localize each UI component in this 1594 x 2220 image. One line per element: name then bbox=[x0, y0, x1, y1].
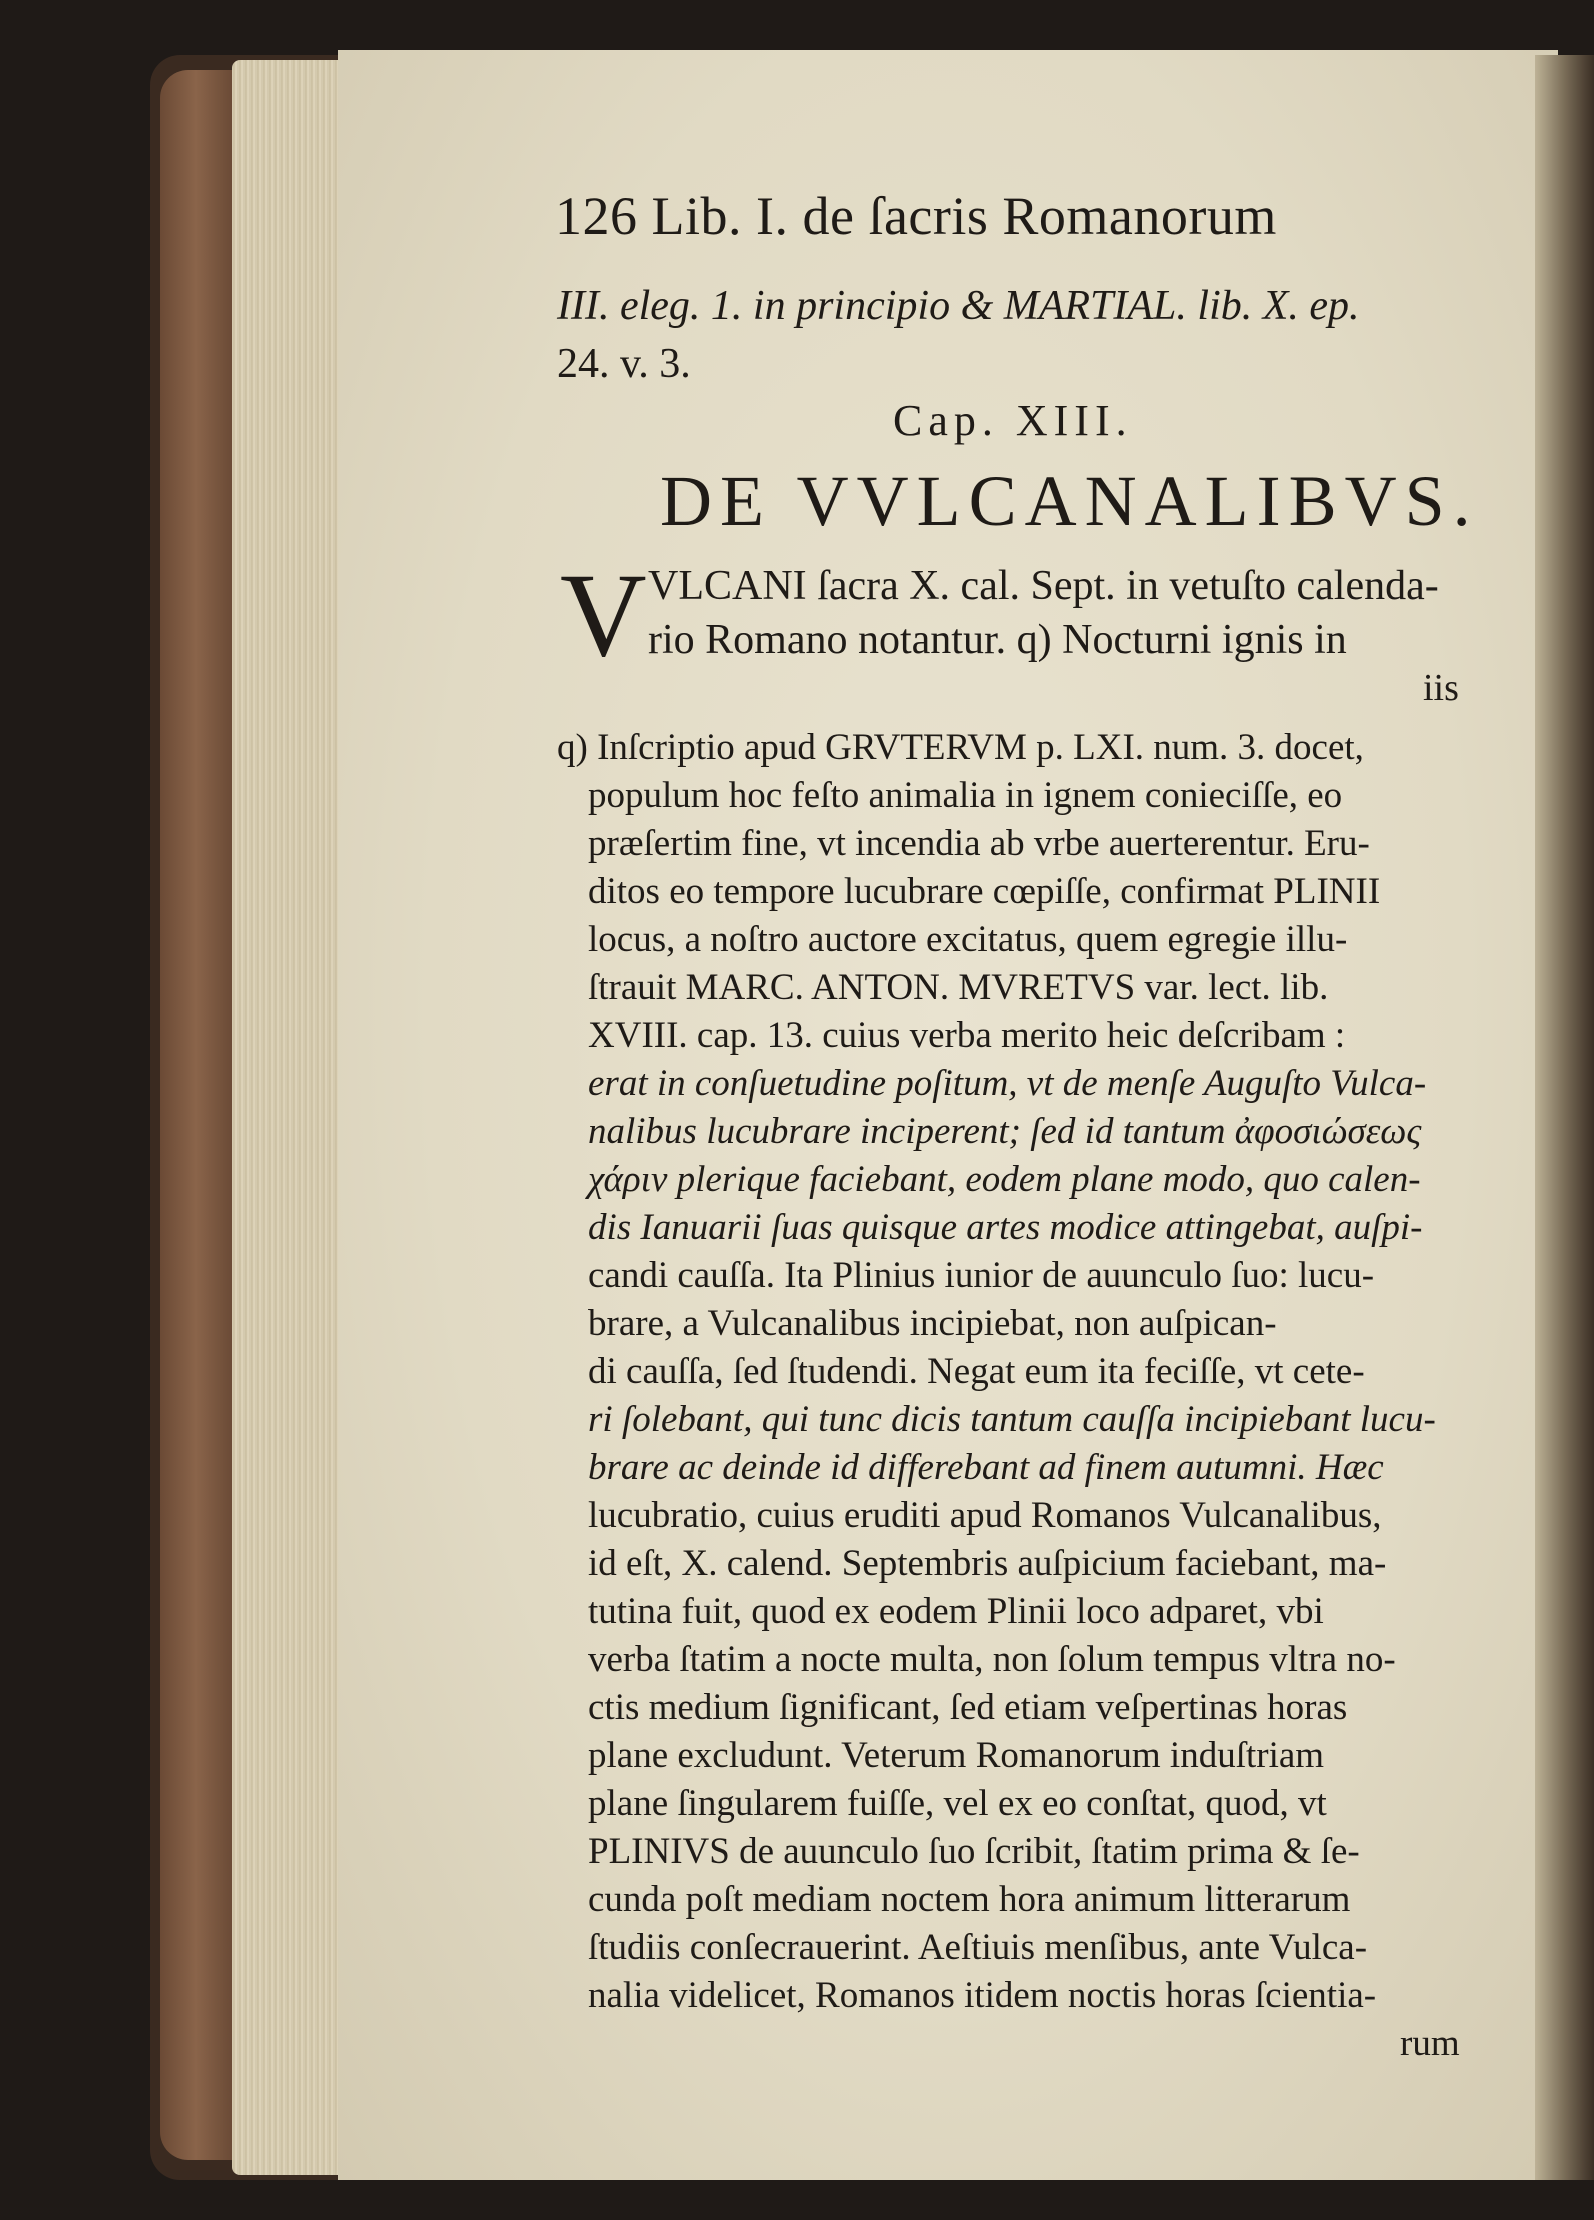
catchword: iis bbox=[1423, 667, 1459, 709]
footnote-line: brare, a Vulcanalibus incipiebat, non auſpican- bbox=[588, 1303, 1277, 1344]
footnote-line: XVIII. cap. 13. cuius verba merito heic deſcribam : bbox=[588, 1015, 1346, 1056]
footnote-line: populum hoc feſto animalia in ignem conieciſſe, eo bbox=[588, 775, 1343, 816]
running-header: 126 Lib. I. de ſacris Romanorum bbox=[555, 186, 1277, 246]
footnote-line: tutina fuit, quod ex eodem Plinii loco adparet, vbi bbox=[588, 1591, 1324, 1632]
page-edges bbox=[232, 60, 347, 2175]
text-line: III. eleg. 1. in principio & MARTIAL. lib. X. ep. bbox=[557, 283, 1360, 329]
footnote-line: q) Inſcriptio apud GRVTERVM p. LXI. num. 3. docet, bbox=[557, 727, 1364, 768]
footnote-line: plane excludunt. Veterum Romanorum induſtriam bbox=[588, 1735, 1325, 1776]
chapter-number: Cap. XIII. bbox=[893, 396, 1133, 445]
footnote-line: brare ac deinde id differebant ad finem autumni. Hæc bbox=[588, 1447, 1384, 1488]
body-line: rio Romano notantur. q) Nocturni ignis in bbox=[648, 617, 1347, 663]
footnote-line: nalibus lucubrare inciperent; ſed id tantum ἀφοσιώσεως bbox=[588, 1111, 1422, 1152]
footnote-line: id eſt, X. calend. Septembris auſpicium faciebant, ma- bbox=[588, 1543, 1387, 1584]
footnote-line: χάριν plerique faciebant, eodem plane modo, quo calen- bbox=[588, 1159, 1421, 1200]
footnote-line: PLINIVS de auunculo ſuo ſcribit, ſtatim prima & ſe- bbox=[588, 1831, 1360, 1872]
footnote-line: nalia videlicet, Romanos itidem noctis horas ſcientia- bbox=[588, 1975, 1377, 2016]
footnote-line: ſtudiis conſecrauerint. Aeſtiuis menſibus, ante Vulca- bbox=[588, 1927, 1368, 1968]
footnote-line: præſertim fine, vt incendia ab vrbe auerterentur. Eru- bbox=[588, 823, 1370, 864]
footnote-line: di cauſſa, ſed ſtudendi. Negat eum ita feciſſe, vt cete- bbox=[588, 1351, 1365, 1392]
footnote-line: cunda poſt mediam noctem hora animum litterarum bbox=[588, 1879, 1351, 1920]
footnote-line: ditos eo tempore lucubrare cœpiſſe, confirmat PLINII bbox=[588, 871, 1381, 912]
footnote-line: dis Ianuarii ſuas quisque artes modice attingebat, auſpi- bbox=[588, 1207, 1423, 1248]
footnote-line: ſtrauit MARC. ANTON. MVRETVS var. lect. lib. bbox=[588, 967, 1329, 1008]
footnote-line: erat in conſuetudine poſitum, vt de menſe Auguſto Vulca- bbox=[588, 1063, 1427, 1104]
catchword: rum bbox=[1400, 2023, 1460, 2064]
chapter-title: DE VVLCANALIBVS. bbox=[660, 461, 1479, 541]
footnote-line: ri ſolebant, qui tunc dicis tantum cauſſa incipiebant lucu- bbox=[588, 1399, 1436, 1440]
book-gutter bbox=[1535, 55, 1594, 2180]
text-line: 24. v. 3. bbox=[557, 341, 691, 387]
drop-cap: V bbox=[560, 548, 647, 681]
footnote-line: candi cauſſa. Ita Plinius iunior de auunculo ſuo: lucu- bbox=[588, 1255, 1375, 1296]
footnote-line: lucubratio, cuius eruditi apud Romanos Vulcanalibus, bbox=[588, 1495, 1382, 1536]
footnote-line: locus, a noſtro auctore excitatus, quem egregie illu- bbox=[588, 919, 1348, 960]
footnote-line: plane ſingularem fuiſſe, vel ex eo conſtat, quod, vt bbox=[588, 1783, 1327, 1824]
footnote-line: ctis medium ſignificant, ſed etiam veſpertinas horas bbox=[588, 1687, 1348, 1728]
footnote-line: verba ſtatim a nocte multa, non ſolum tempus vltra no- bbox=[588, 1639, 1396, 1680]
body-line: VLCANI ſacra X. cal. Sept. in vetuſto calenda- bbox=[648, 563, 1439, 609]
